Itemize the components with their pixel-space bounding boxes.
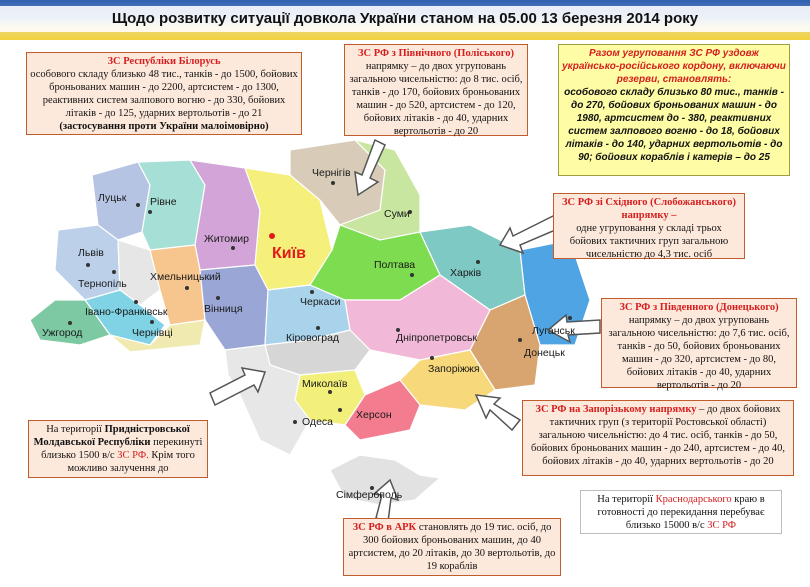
arrow-zaporizhzhia bbox=[476, 395, 520, 430]
city-uzhhorod: Ужгород bbox=[42, 327, 83, 339]
krasnodar-body: краю в готовності до перекидання перебуває близько 15000 в/с bbox=[597, 494, 765, 531]
city-kherson: Херсон bbox=[356, 409, 392, 421]
city-donetsk: Донецьк bbox=[524, 347, 565, 359]
summary-box bbox=[558, 44, 790, 176]
city-vinnytsia: Вінниця bbox=[204, 303, 243, 315]
city-poltava: Полтава bbox=[374, 259, 416, 271]
city-khmelnytskyi: Хмельницький bbox=[150, 271, 221, 283]
transnistria-body-red: ЗС РФ. bbox=[117, 450, 149, 461]
krasnodar-name: Краснодарського bbox=[655, 494, 732, 505]
city-odesa: Одеса bbox=[302, 416, 333, 428]
transnistria-pre: На території bbox=[46, 424, 102, 435]
city-ivano-frankivsk: Івано-Франківськ bbox=[85, 306, 168, 318]
belarus-note: (застосування проти України малоімовірно) bbox=[59, 121, 269, 132]
krasnodar-box bbox=[580, 490, 782, 534]
zaporizhzhia-head: ЗС РФ на Запорізькому напрямку bbox=[535, 404, 697, 415]
summary-body: особового складу близько 80 тис., танків - до 270, бойових броньованих машин - до 1980, артсистем до - 380, реактивних систем залпового вогню - до 18, бойових літаків - до 140, ударних вертольотів - до 90; бойових кораблів і катерів – до 25 bbox=[564, 87, 784, 163]
south-head: ЗС РФ з Південного (Донецького) bbox=[619, 302, 779, 313]
north-direction-box bbox=[344, 44, 528, 136]
city-kirovohrad: Кіровоград bbox=[286, 332, 340, 344]
city-dnipropetrovsk: Дніпропетровськ bbox=[396, 332, 478, 344]
crimea-head: ЗС РФ в АРК bbox=[352, 522, 417, 533]
krasnodar-pre: На території bbox=[597, 494, 654, 505]
summary-head: Разом угруповання ЗС РФ уздовж українсько-російського кордону, включаючи резерви, становлять: bbox=[562, 48, 786, 85]
city-chernihiv: Чернігів bbox=[312, 167, 351, 179]
south-body: напрямку – до двох угруповань загальною чисельністю: до 7,6 тис. осіб, танків - до 50, бойових броньованих машин - до 320, артсистем - до 80, бойових літаків - до 40, ударних вертольотів - до 20 bbox=[608, 315, 790, 391]
city-kharkiv: Харків bbox=[450, 267, 482, 279]
east-head: ЗС РФ зі Східного (Слобожанського) напрямку – bbox=[562, 197, 736, 221]
city-mykolaiv: Миколаїв bbox=[302, 378, 348, 390]
north-head: ЗС РФ з Північного (Поліського) bbox=[357, 48, 514, 59]
city-chernivtsi: Чернівці bbox=[132, 327, 173, 339]
north-body: напрямку – до двох угруповань загальною чисельністю: до 8 тис. осіб, танків - до 170, бойових броньованих машин - до 520, артсистем - до 120, бойових літаків - до 40, ударних вертольотів - до 20 bbox=[349, 61, 523, 137]
transnistria-tail: Крім того можливо залучення до bbox=[67, 450, 195, 474]
krasnodar-red: ЗС РФ bbox=[707, 520, 737, 531]
zaporizhzhia-direction-box bbox=[522, 400, 794, 476]
zaporizhzhia-body: – до двох бойових тактичних груп (з території Ростовської області) загальною чисельністю: до 4 тис. осіб, танків - до 50, бойових броньованих машин - до 240, артсистем - до 40, бойових літаків - до 40, ударних вертольотів - до 20 bbox=[531, 404, 785, 467]
crimea-box bbox=[343, 518, 561, 576]
city-zaporizhzhia: Запоріжжя bbox=[428, 363, 480, 375]
south-direction-box bbox=[601, 298, 797, 391]
city-lviv: Львів bbox=[78, 247, 104, 259]
city-cherkasy: Черкаси bbox=[300, 296, 341, 308]
page-title: Щодо розвитку ситуації довкола України станом на 05.00 13 березня 2014 року bbox=[0, 6, 810, 32]
belarus-body: особового складу близько 48 тис., танків - до 1500, бойових броньованих машин - до 2200, артсистем - до 1300, реактивних систем залпового вогню - до 330, бойових літаків - до 125, ударних вертольотів - до 21 bbox=[30, 69, 298, 119]
east-direction-box bbox=[553, 193, 745, 259]
belarus-head: ЗС Республіки Білорусь bbox=[107, 56, 221, 67]
city-ternopil: Тернопіль bbox=[78, 278, 127, 290]
belarus-forces-box bbox=[26, 52, 302, 135]
east-body: одне угруповання у складі трьох бойових тактичних груп загальною чисельністю до 4,3 тис. осіб bbox=[569, 223, 729, 260]
city-simferopol: Сімферополь bbox=[336, 489, 403, 501]
city-sumy: Суми bbox=[384, 208, 410, 220]
city-luhansk: Луганськ bbox=[532, 325, 575, 337]
city-zhytomyr: Житомир bbox=[204, 233, 250, 245]
city-kyiv: Київ bbox=[272, 245, 306, 262]
city-lutsk: Луцьк bbox=[98, 192, 127, 204]
city-rivne: Рівне bbox=[150, 196, 177, 208]
transnistria-box bbox=[28, 420, 208, 478]
crimea-body: становлять до 19 тис. осіб, до 300 бойових броньованих машин, до 40 артсистем, до 20 літаків, до 30 вертольотів, до 19 кораблів bbox=[348, 522, 556, 572]
transnistria-name: Придністровської Молдавської Республіки bbox=[33, 424, 190, 448]
transnistria-body-pre: перекинуті близько 1500 в/с bbox=[41, 437, 203, 461]
